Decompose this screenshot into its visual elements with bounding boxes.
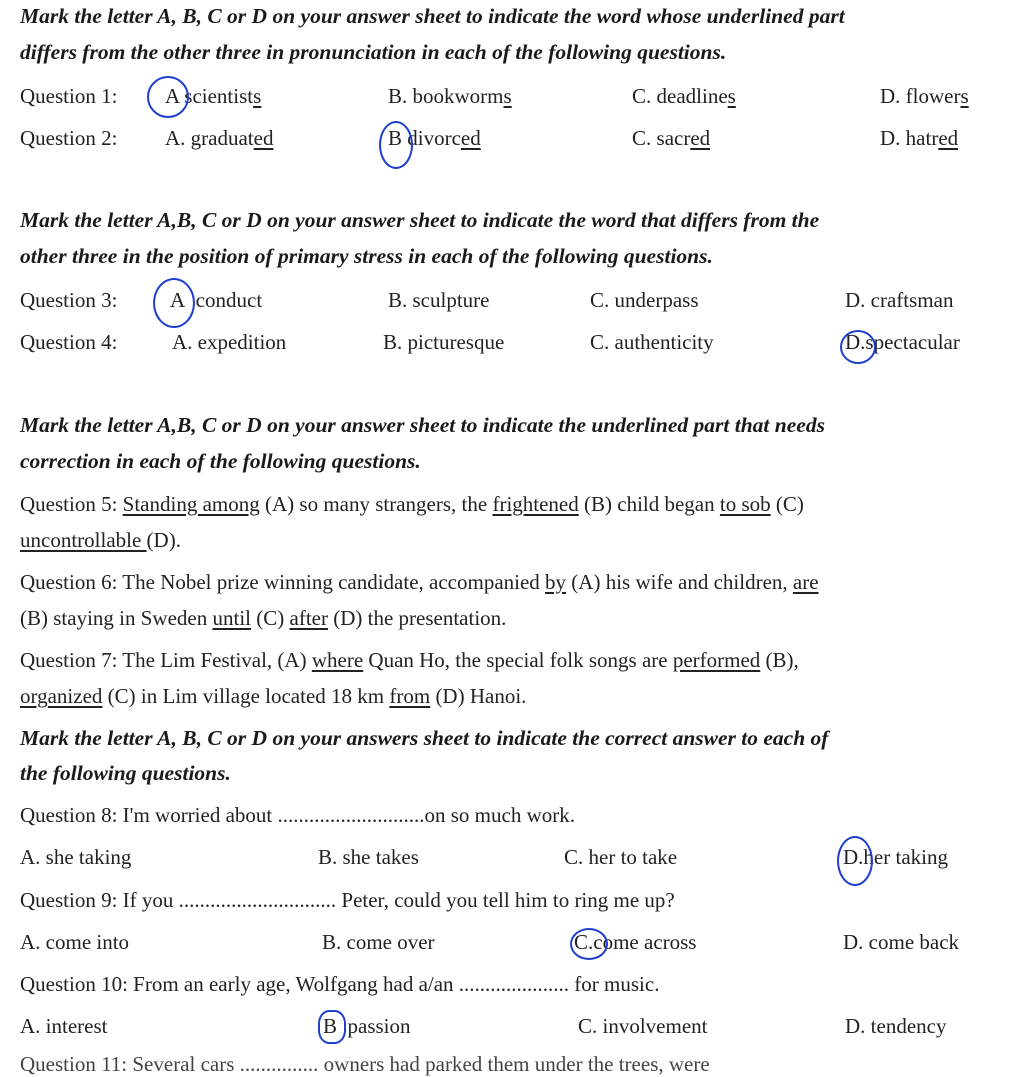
question-6-line2: (B) staying in Sweden until (C) after (D) the presentation. xyxy=(20,606,507,630)
question-9-option-a[interactable]: A. come into xyxy=(20,930,130,954)
question-8-option-b[interactable]: B. she takes xyxy=(318,845,419,869)
question-10-option-a[interactable]: A. interest xyxy=(20,1014,108,1038)
question-8-option-c[interactable]: C. her to take xyxy=(564,845,678,869)
instruction-pronunciation-line2: differs from the other three in pronunciation in each of the following questions. xyxy=(20,40,727,64)
question-2-label: Question 2: xyxy=(20,126,118,150)
question-8-option-a[interactable]: A. she taking xyxy=(20,845,132,869)
instruction-correction-line2: correction in each of the following questions. xyxy=(20,449,421,473)
question-2-option-a[interactable]: A. graduated xyxy=(165,126,274,150)
answer-circle-q10 xyxy=(318,1010,346,1044)
question-4-option-a[interactable]: A. expedition xyxy=(172,330,287,354)
question-9-option-d[interactable]: D. come back xyxy=(843,930,960,954)
answer-circle-q3 xyxy=(153,278,195,328)
instruction-pronunciation-line1: Mark the letter A, B, C or D on your answer sheet to indicate the word whose underlined part xyxy=(20,4,845,28)
question-7-line2: organized (C) in Lim village located 18 km from (D) Hanoi. xyxy=(20,684,527,708)
question-9-option-b[interactable]: B. come over xyxy=(322,930,435,954)
instruction-stress-line1: Mark the letter A,B, C or D on your answer sheet to indicate the word that differs from the xyxy=(20,208,820,232)
answer-circle-q4 xyxy=(840,330,876,364)
question-11-stem-cut-off: Question 11: Several cars ............... owners had parked them under the trees, were xyxy=(20,1052,710,1076)
question-5-line1: Question 5: Standing among (A) so many strangers, the frightened (B) child began to sob (C) xyxy=(20,492,804,516)
question-10-option-c[interactable]: C. involvement xyxy=(578,1014,708,1038)
answer-circle-q1 xyxy=(147,76,189,118)
question-4-label: Question 4: xyxy=(20,330,118,354)
answer-circle-q2 xyxy=(379,121,413,169)
answer-circle-q9 xyxy=(570,928,608,960)
question-4-option-c[interactable]: C. authenticity xyxy=(590,330,714,354)
question-10-stem: Question 10: From an early age, Wolfgang had a/an ..................... for music. xyxy=(20,972,660,996)
question-3-option-c[interactable]: C. underpass xyxy=(590,288,699,312)
question-1-option-c[interactable]: C. deadlines xyxy=(632,84,736,108)
question-8-stem: Question 8: I'm worried about ............................on so much work. xyxy=(20,803,575,827)
question-4-option-d[interactable]: D.spectacular xyxy=(845,330,960,354)
answer-circle-q8 xyxy=(837,836,873,886)
question-4-option-b[interactable]: B. picturesque xyxy=(383,330,505,354)
question-6-line1: Question 6: The Nobel prize winning candidate, accompanied by (A) his wife and children, are xyxy=(20,570,819,594)
question-10-option-b[interactable]: B passion xyxy=(323,1014,411,1038)
question-2-option-b[interactable]: B divorced xyxy=(388,126,481,150)
question-3-option-d[interactable]: D. craftsman xyxy=(845,288,954,312)
question-1-label: Question 1: xyxy=(20,84,118,108)
question-2-option-c[interactable]: C. sacred xyxy=(632,126,711,150)
question-5-line2: uncontrollable (D). xyxy=(20,528,181,552)
instruction-correction-line1: Mark the letter A,B, C or D on your answer sheet to indicate the underlined part that needs xyxy=(20,413,825,437)
question-8-option-d[interactable]: D.her taking xyxy=(843,845,948,869)
instruction-correct-line1: Mark the letter A, B, C or D on your answers sheet to indicate the correct answer to each of xyxy=(20,726,829,750)
question-1-option-d[interactable]: D. flowers xyxy=(880,84,969,108)
question-9-stem: Question 9: If you .............................. Peter, could you tell him to ring me up? xyxy=(20,888,675,912)
question-3-option-a[interactable]: A conduct xyxy=(170,288,263,312)
question-3-label: Question 3: xyxy=(20,288,118,312)
question-3-option-b[interactable]: B. sculpture xyxy=(388,288,490,312)
question-7-line1: Question 7: The Lim Festival, (A) where Quan Ho, the special folk songs are performed (B), xyxy=(20,648,799,672)
question-2-option-d[interactable]: D. hatred xyxy=(880,126,959,150)
instruction-stress-line2: other three in the position of primary stress in each of the following questions. xyxy=(20,244,713,268)
instruction-correct-line2: the following questions. xyxy=(20,761,231,785)
question-9-option-c[interactable]: C.come across xyxy=(574,930,697,954)
question-1-option-a[interactable]: A scientists xyxy=(165,84,262,108)
question-1-option-b[interactable]: B. bookworms xyxy=(388,84,512,108)
question-10-option-d[interactable]: D. tendency xyxy=(845,1014,947,1038)
